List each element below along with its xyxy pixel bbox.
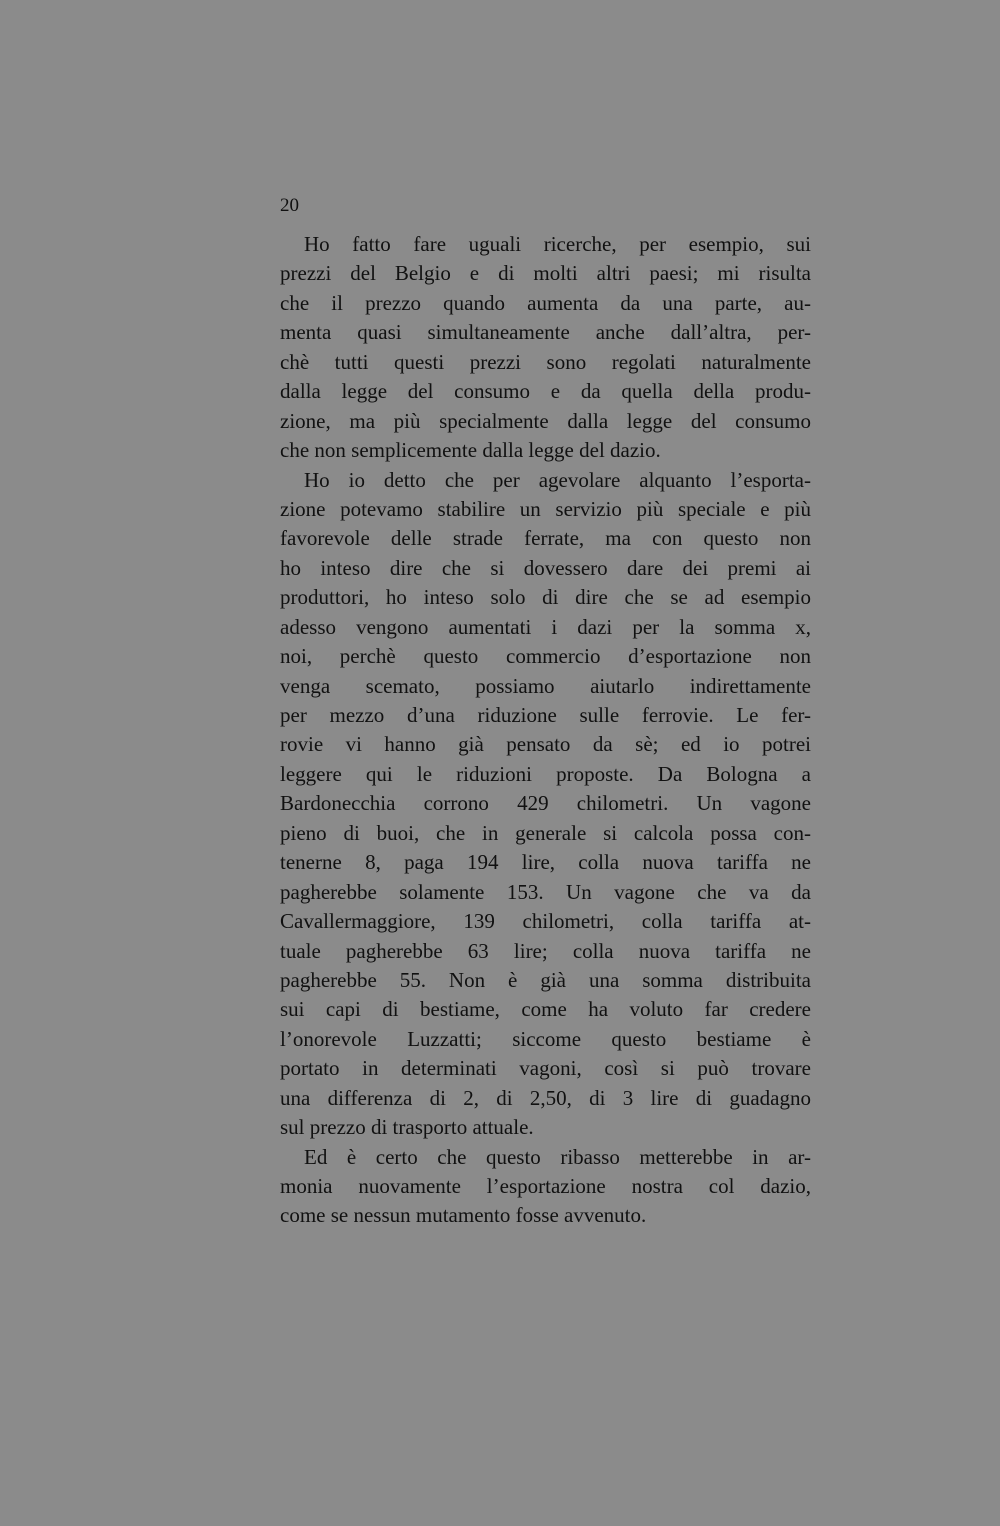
text-line: per mezzo d’una riduzione sulle ferrovie. Le fer- xyxy=(280,703,811,727)
text-line: pagherebbe solamente 153. Un vagone che va da xyxy=(280,879,811,904)
text-line: sul prezzo di trasporto attuale. xyxy=(280,1115,534,1140)
text-line: Ed è certo che questo ribasso metterebbe in ar- xyxy=(304,1144,811,1169)
text-line: tenerne 8, paga 194 lire, colla nuova tariffa ne xyxy=(280,850,811,875)
text-line: prezzi del Belgio e di molti altri paesi; mi risulta xyxy=(280,261,811,286)
text-line: Bardonecchia corrono 429 chilometri. Un vagone xyxy=(280,791,811,816)
text-line: portato in determinati vagoni, così si può trovare xyxy=(280,1056,811,1081)
text-line: chè tutti questi prezzi sono regolati naturalmente xyxy=(280,349,811,374)
text-line: Cavallermaggiore, 139 chilometri, colla tariffa at- xyxy=(280,909,811,934)
text-line: leggere qui le riduzioni proposte. Da Bologna a xyxy=(280,761,811,786)
paragraph xyxy=(280,466,811,1143)
text-line: menta quasi simultaneamente anche dall’altra, per- xyxy=(280,320,811,345)
text-line: adesso vengono aumentati i dazi per la somma x, xyxy=(280,614,811,639)
paragraph xyxy=(280,230,811,466)
page-number: 20 xyxy=(280,195,299,216)
text-line: l’onorevole Luzzatti; siccome questo bestiame è xyxy=(280,1026,811,1051)
text-line: zione, ma più specialmente dalla legge del consumo xyxy=(280,408,811,433)
text-line: Ho fatto fare uguali ricerche, per esempio, sui xyxy=(304,232,811,256)
text-line: come se nessun mutamento fosse avvenuto. xyxy=(280,1203,647,1228)
paragraph xyxy=(280,1143,811,1231)
text-line: favorevole delle strade ferrate, ma con questo non xyxy=(280,526,811,551)
text-line: tuale pagherebbe 63 lire; colla nuova tariffa ne xyxy=(280,938,811,963)
text-line: venga scemato, possiamo aiutarlo indirettamente xyxy=(280,673,811,698)
text-line: produttori, ho inteso solo di dire che se ad esempio xyxy=(280,585,811,610)
body-text xyxy=(280,230,811,1231)
text-line: pieno di buoi, che in generale si calcola possa con- xyxy=(280,820,811,845)
text-line: monia nuovamente l’esportazione nostra col dazio, xyxy=(280,1174,811,1198)
text-line: dalla legge del consumo e da quella della produ- xyxy=(280,379,811,404)
text-line: sui capi di bestiame, come ha voluto far credere xyxy=(280,997,811,1022)
text-line: Ho io detto che per agevolare alquanto l’esporta- xyxy=(304,467,811,492)
text-line: noi, perchè questo commercio d’esportazione non xyxy=(280,644,811,669)
text-line: pagherebbe 55. Non è già una somma distribuita xyxy=(280,967,811,992)
text-line: zione potevamo stabilire un servizio più speciale e più xyxy=(280,496,811,521)
text-line: che il prezzo quando aumenta da una parte, au- xyxy=(280,290,811,315)
text-line: che non semplicemente dalla legge del dazio. xyxy=(280,438,661,463)
text-line: una differenza di 2, di 2,50, di 3 lire di guadagno xyxy=(280,1085,811,1110)
text-line: rovie vi hanno già pensato da sè; ed io potrei xyxy=(280,732,811,757)
text-line: ho inteso dire che si dovessero dare dei premi ai xyxy=(280,555,811,580)
